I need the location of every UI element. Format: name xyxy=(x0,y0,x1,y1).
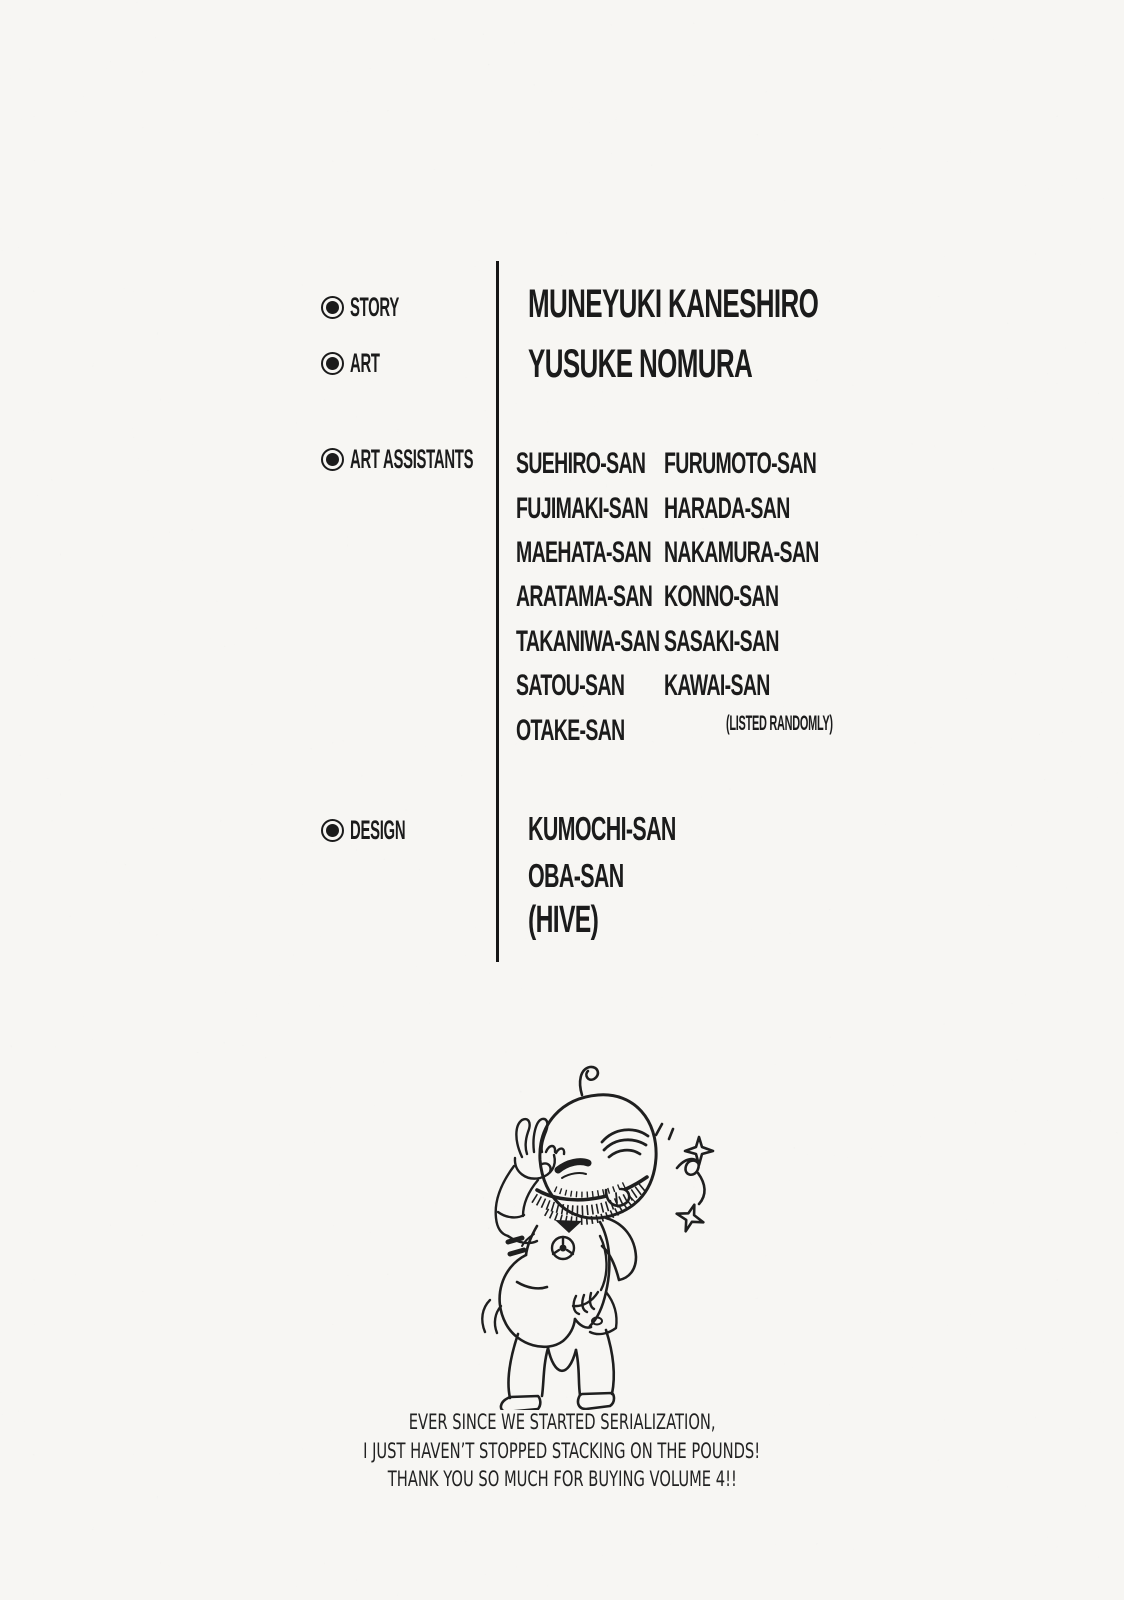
assistant-name: SUEHIRO-SAN xyxy=(516,447,646,481)
design-name: KUMOCHI-SAN xyxy=(528,810,676,847)
assistant-name: SATOU-SAN xyxy=(516,669,625,703)
chibi-author-illustration xyxy=(430,1040,730,1410)
design-name: OBA-SAN xyxy=(528,857,624,894)
assistant-name: KONNO-SAN xyxy=(664,580,779,614)
label-art-text: ART xyxy=(350,348,380,378)
sparkle-icon xyxy=(672,1137,713,1236)
assistant-name: KAWAI-SAN xyxy=(664,669,770,703)
hair-curl-sketch xyxy=(580,1067,598,1095)
motion-lines-sketch xyxy=(482,1300,501,1333)
art-author-name: YUSUKE NOMURA xyxy=(528,342,753,386)
assistants-order-note: (LISTED RANDOMLY) xyxy=(726,712,833,735)
pants-sketch xyxy=(501,1330,614,1410)
assistant-name: NAKAMURA-SAN xyxy=(664,535,819,569)
story-author-name: MUNEYUKI KANESHIRO xyxy=(528,282,819,326)
caption-line-2: I JUST HAVEN’T STOPPED STACKING ON THE POUNDS! xyxy=(363,1438,761,1463)
assistant-name: ARATAMA-SAN xyxy=(516,580,653,614)
assistant-name: FURUMOTO-SAN xyxy=(664,447,817,481)
bullseye-icon xyxy=(321,296,344,319)
assistant-name: TAKANIWA-SAN xyxy=(516,624,660,658)
design-studio-name: (HIVE) xyxy=(528,899,599,941)
assistant-name: HARADA-SAN xyxy=(664,491,790,525)
winking-eye-sketch xyxy=(602,1130,648,1157)
label-story-text: STORY xyxy=(350,292,399,322)
label-story xyxy=(321,292,439,323)
caption-line-1: EVER SINCE WE STARTED SERIALIZATION, xyxy=(408,1410,716,1434)
assistant-name: FUJIMAKI-SAN xyxy=(516,491,648,525)
label-design-text: DESIGN xyxy=(350,815,406,845)
author-caption xyxy=(0,1408,1124,1494)
closed-eye-sketch xyxy=(558,1162,588,1178)
credits-divider-line xyxy=(496,261,499,962)
label-art-assistants-text: ART ASSISTANTS xyxy=(350,444,474,474)
bullseye-icon xyxy=(321,819,344,842)
caption-line-3: THANK YOU SO MUCH FOR BUYING VOLUME 4!! xyxy=(387,1467,737,1491)
label-art xyxy=(321,348,404,379)
assistant-name: OTAKE-SAN xyxy=(516,713,625,747)
swirl-doodle-sketch xyxy=(656,1124,705,1204)
bullseye-icon xyxy=(321,352,344,375)
assistants-column-2 xyxy=(664,442,902,708)
label-design xyxy=(321,815,451,846)
chest-badge-icon xyxy=(552,1237,574,1259)
neck-shadow xyxy=(555,1220,582,1233)
assistant-name: SASAKI-SAN xyxy=(664,624,779,658)
assistant-name: MAEHATA-SAN xyxy=(516,535,652,569)
bullseye-icon xyxy=(321,448,344,471)
peace-sign-hand-sketch xyxy=(496,1119,564,1243)
